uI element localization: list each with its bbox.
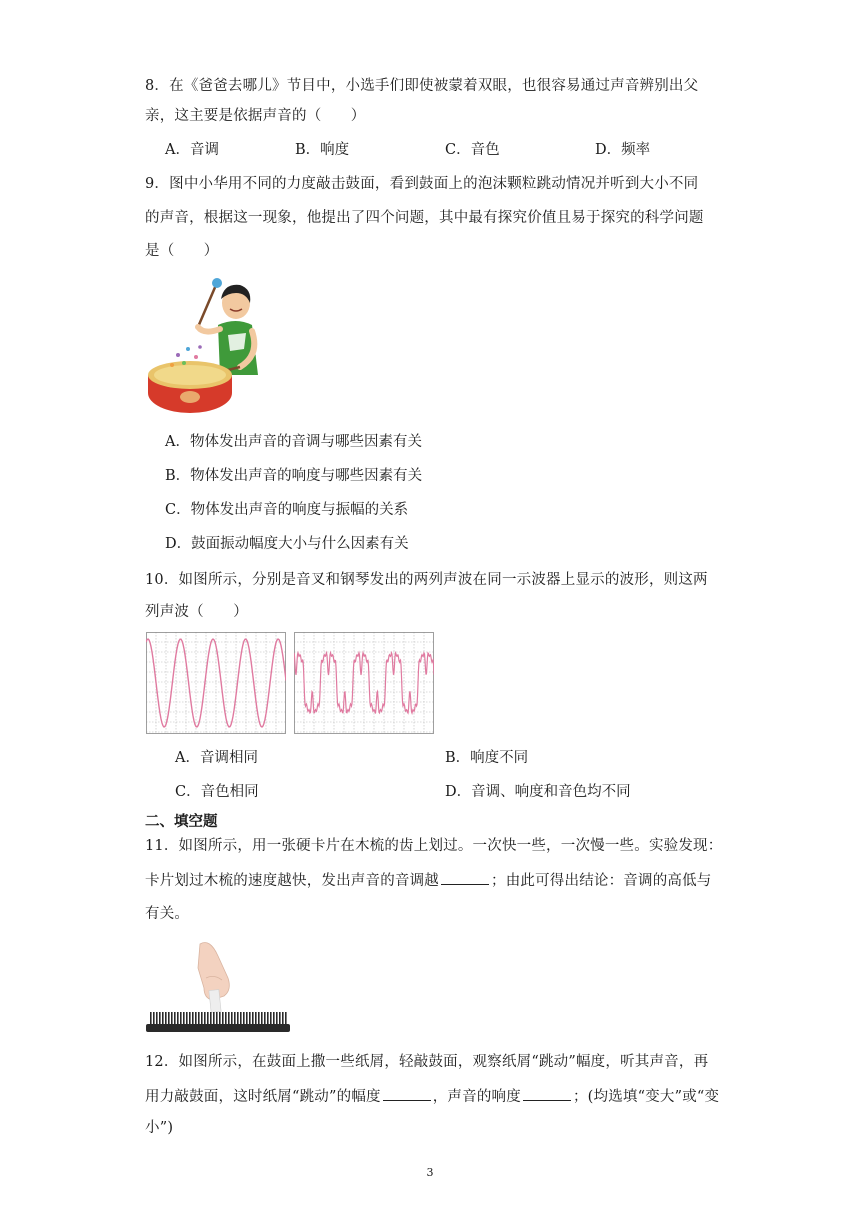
q12-answer-blank-2[interactable] xyxy=(523,1086,571,1101)
q9-option-b[interactable]: B．物体发出声音的响度与哪些因素有关 xyxy=(165,468,423,484)
q8-option-c[interactable]: C．音色 xyxy=(445,142,500,158)
page-number: 3 xyxy=(426,1166,434,1179)
q11-stem-line1: 11．如图所示，用一张硬卡片在木梳的齿上划过。一次快一些，一次慢一些。实验发现： xyxy=(145,838,723,854)
q9-stem-line2: 的声音，根据这一现象，他提出了四个问题，其中最有探究价值且易于探究的科学问题 xyxy=(145,210,704,226)
q9-option-c[interactable]: C．物体发出声音的响度与振幅的关系 xyxy=(165,502,409,518)
q10-option-c[interactable]: C．音色相同 xyxy=(175,784,259,800)
q12-answer-blank-1[interactable] xyxy=(383,1086,431,1101)
q8-option-d[interactable]: D．频率 xyxy=(595,142,651,158)
drum-boy-figure xyxy=(148,275,266,415)
comb-card-figure xyxy=(144,938,292,1034)
q8-stem-line1: 8．在《爸爸去哪儿》节目中，小选手们即使被蒙着双眼，也很容易通过声音辨别出父 xyxy=(145,78,699,94)
q10-stem-line2: 列声波（ ） xyxy=(145,604,248,620)
q11-stem-line3: 有关。 xyxy=(145,906,190,922)
q9-option-d[interactable]: D．鼓面振动幅度大小与什么因素有关 xyxy=(165,536,409,552)
q10-option-d[interactable]: D．音调、响度和音色均不同 xyxy=(445,784,631,800)
q10-stem-line1: 10．如图所示，分别是音叉和钢琴发出的两列声波在同一示波器上显示的波形，则这两 xyxy=(145,572,708,588)
q12-stem-line3: 小”) xyxy=(145,1120,174,1136)
q10-option-a[interactable]: A．音调相同 xyxy=(175,750,258,766)
q11-stem-line2 xyxy=(145,870,712,891)
q9-stem-line1: 9．图中小华用不同的力度敲击鼓面，看到鼓面上的泡沫颗粒跳动情况并听到大小不同 xyxy=(145,176,699,192)
q8-stem-line2: 亲，这主要是依据声音的（ ） xyxy=(145,108,366,124)
q12-stem-line1: 12．如图所示，在鼓面上撒一些纸屑，轻敲鼓面，观察纸屑“跳动”幅度，听其声音，再 xyxy=(145,1054,709,1070)
q9-stem-line3: 是（ ） xyxy=(145,243,219,259)
q11-text-b: ；由此可得出结论：音调的高低与 xyxy=(491,873,712,889)
q8-option-a[interactable]: A．音调 xyxy=(165,142,219,158)
q12-stem-line2 xyxy=(145,1086,719,1107)
q12-text-a: 用力敲鼓面，这时纸屑“跳动”的幅度 xyxy=(145,1089,381,1105)
q10-option-b[interactable]: B．响度不同 xyxy=(445,750,529,766)
q8-option-b[interactable]: B．响度 xyxy=(295,142,350,158)
tuning-fork-waveform xyxy=(146,632,286,734)
q12-text-b: ，声音的响度 xyxy=(432,1089,521,1105)
section-heading-fill-in: 二、填空题 xyxy=(145,814,218,830)
q11-text-a: 卡片划过木梳的速度越快，发出声音的音调越 xyxy=(145,873,439,889)
q11-answer-blank[interactable] xyxy=(441,870,489,885)
piano-waveform xyxy=(294,632,434,734)
q12-text-c: ；(均选填“变大”或“变 xyxy=(572,1089,720,1105)
q9-option-a[interactable]: A．物体发出声音的音调与哪些因素有关 xyxy=(165,434,422,450)
